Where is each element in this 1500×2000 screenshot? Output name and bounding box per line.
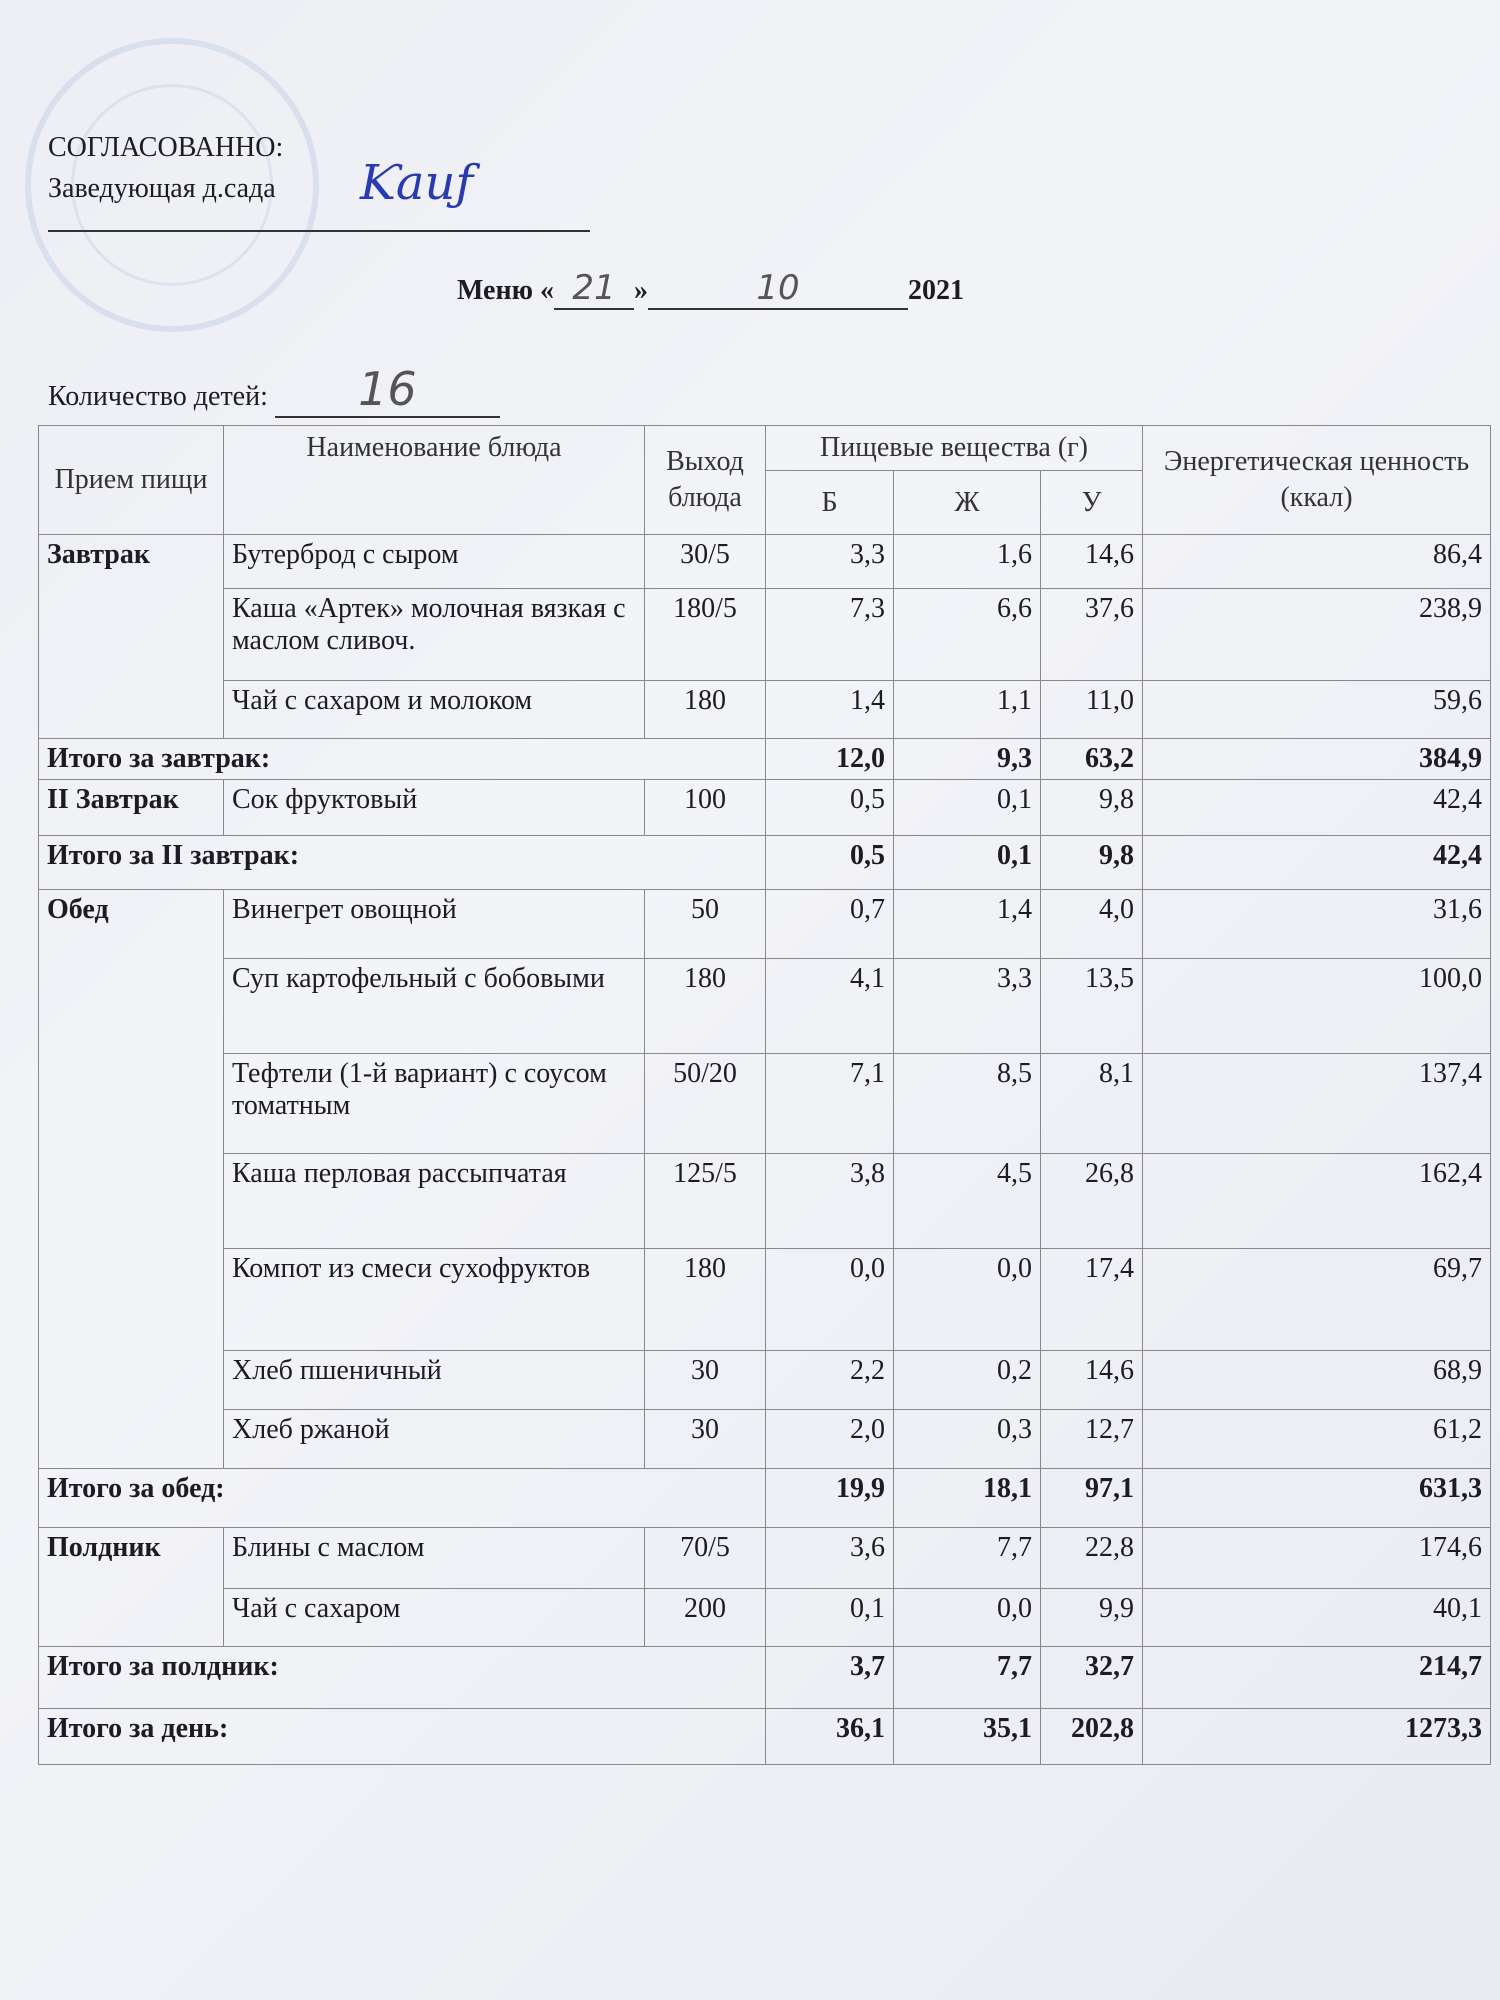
energy-value: 42,4: [1143, 836, 1491, 890]
fat-value: 0,0: [894, 1249, 1041, 1351]
carbs-value: 22,8: [1041, 1528, 1143, 1589]
fat-value: 0,1: [894, 780, 1041, 836]
meal-name: Обед: [39, 890, 224, 1469]
dish-name: Тефтели (1-й вариант) с соусом томатным: [224, 1054, 645, 1154]
dish-yield: 180: [645, 681, 766, 739]
menu-title: [457, 268, 964, 310]
signature: Ƙauƒ: [360, 155, 474, 211]
fat-value: 9,3: [894, 739, 1041, 780]
energy-value: 238,9: [1143, 589, 1491, 681]
dish-yield: 100: [645, 780, 766, 836]
menu-month: 10: [756, 268, 800, 308]
dish-row: [39, 1589, 1491, 1647]
dish-row: [39, 589, 1491, 681]
protein-value: 3,6: [766, 1528, 894, 1589]
total-label: Итого за завтрак:: [39, 739, 766, 780]
energy-value: 174,6: [1143, 1528, 1491, 1589]
meal-name: Завтрак: [39, 535, 224, 739]
carbs-value: 14,6: [1041, 1351, 1143, 1410]
protein-value: 3,8: [766, 1154, 894, 1249]
meal-name: II Завтрак: [39, 780, 224, 836]
protein-value: 0,0: [766, 1249, 894, 1351]
carbs-value: 63,2: [1041, 739, 1143, 780]
protein-value: 3,7: [766, 1647, 894, 1709]
fat-value: 7,7: [894, 1528, 1041, 1589]
energy-value: 40,1: [1143, 1589, 1491, 1647]
dish-yield: 30/5: [645, 535, 766, 589]
header-carbs: У: [1041, 471, 1143, 535]
carbs-value: 26,8: [1041, 1154, 1143, 1249]
carbs-value: 13,5: [1041, 959, 1143, 1054]
fat-value: 1,6: [894, 535, 1041, 589]
total-label: Итого за день:: [39, 1709, 766, 1765]
energy-value: 86,4: [1143, 535, 1491, 589]
dish-yield: 70/5: [645, 1528, 766, 1589]
meal-name: Полдник: [39, 1528, 224, 1647]
dish-name: Каша «Артек» молочная вязкая с маслом сливоч.: [224, 589, 645, 681]
dish-name: Суп картофельный с бобовыми: [224, 959, 645, 1054]
header-dish: Наименование блюда: [224, 426, 645, 535]
fat-value: 1,1: [894, 681, 1041, 739]
energy-value: 68,9: [1143, 1351, 1491, 1410]
approved-label: СОГЛАСОВАННО:: [48, 132, 284, 163]
total-label: Итого за обед:: [39, 1469, 766, 1528]
dish-name: Чай с сахаром: [224, 1589, 645, 1647]
protein-value: 1,4: [766, 681, 894, 739]
dish-name: Чай с сахаром и молоком: [224, 681, 645, 739]
dish-row: [39, 1410, 1491, 1469]
protein-value: 2,0: [766, 1410, 894, 1469]
protein-value: 2,2: [766, 1351, 894, 1410]
carbs-value: 12,7: [1041, 1410, 1143, 1469]
dish-name: Компот из смеси сухофруктов: [224, 1249, 645, 1351]
carbs-value: 17,4: [1041, 1249, 1143, 1351]
dish-row: [39, 1249, 1491, 1351]
menu-quote: »: [634, 275, 649, 306]
protein-value: 0,1: [766, 1589, 894, 1647]
children-count-row: [48, 362, 500, 418]
total-label: Итого за II завтрак:: [39, 836, 766, 890]
energy-value: 1273,3: [1143, 1709, 1491, 1765]
dish-row: [39, 535, 1491, 589]
protein-value: 7,3: [766, 589, 894, 681]
dish-row: [39, 1351, 1491, 1410]
protein-value: 0,5: [766, 836, 894, 890]
fat-value: 0,2: [894, 1351, 1041, 1410]
carbs-value: 14,6: [1041, 535, 1143, 589]
carbs-value: 11,0: [1041, 681, 1143, 739]
fat-value: 0,3: [894, 1410, 1041, 1469]
header-meal: Прием пищи: [39, 426, 224, 535]
energy-value: 69,7: [1143, 1249, 1491, 1351]
dish-yield: 30: [645, 1410, 766, 1469]
header-energy: Энергетическая ценность (ккал): [1143, 426, 1491, 535]
fat-value: 7,7: [894, 1647, 1041, 1709]
dish-name: Хлеб пшеничный: [224, 1351, 645, 1410]
energy-value: 59,6: [1143, 681, 1491, 739]
dish-yield: 200: [645, 1589, 766, 1647]
energy-value: 384,9: [1143, 739, 1491, 780]
protein-value: 36,1: [766, 1709, 894, 1765]
dish-yield: 180/5: [645, 589, 766, 681]
total-row: [39, 1469, 1491, 1528]
dish-name: Сок фруктовый: [224, 780, 645, 836]
position-label: Заведующая д.сада: [48, 173, 276, 204]
protein-value: 4,1: [766, 959, 894, 1054]
signature-line: [48, 230, 590, 232]
protein-value: 12,0: [766, 739, 894, 780]
menu-year: 2021: [908, 275, 965, 306]
children-label: Количество детей:: [48, 381, 268, 412]
carbs-value: 8,1: [1041, 1054, 1143, 1154]
energy-value: 100,0: [1143, 959, 1491, 1054]
fat-value: 35,1: [894, 1709, 1041, 1765]
dish-name: Винегрет овощной: [224, 890, 645, 959]
menu-day: 21: [572, 268, 616, 308]
dish-yield: 180: [645, 1249, 766, 1351]
carbs-value: 4,0: [1041, 890, 1143, 959]
dish-yield: 30: [645, 1351, 766, 1410]
protein-value: 3,3: [766, 535, 894, 589]
dish-yield: 125/5: [645, 1154, 766, 1249]
dish-row: [39, 681, 1491, 739]
total-row: [39, 836, 1491, 890]
dish-name: Каша перловая рассыпчатая: [224, 1154, 645, 1249]
energy-value: 214,7: [1143, 1647, 1491, 1709]
fat-value: 4,5: [894, 1154, 1041, 1249]
menu-label: Меню «: [457, 275, 555, 306]
header-yield: Выход блюда: [645, 426, 766, 535]
protein-value: 19,9: [766, 1469, 894, 1528]
dish-row: [39, 780, 1491, 836]
dish-yield: 180: [645, 959, 766, 1054]
carbs-value: 202,8: [1041, 1709, 1143, 1765]
dish-row: [39, 1054, 1491, 1154]
fat-value: 0,1: [894, 836, 1041, 890]
energy-value: 31,6: [1143, 890, 1491, 959]
fat-value: 8,5: [894, 1054, 1041, 1154]
total-row: [39, 739, 1491, 780]
energy-value: 61,2: [1143, 1410, 1491, 1469]
total-label: Итого за полдник:: [39, 1647, 766, 1709]
dish-yield: 50/20: [645, 1054, 766, 1154]
dish-yield: 50: [645, 890, 766, 959]
header-fat: Ж: [894, 471, 1041, 535]
dish-name: Блины с маслом: [224, 1528, 645, 1589]
energy-value: 631,3: [1143, 1469, 1491, 1528]
protein-value: 0,5: [766, 780, 894, 836]
total-row: [39, 1709, 1491, 1765]
carbs-value: 9,9: [1041, 1589, 1143, 1647]
fat-value: 0,0: [894, 1589, 1041, 1647]
header-protein: Б: [766, 471, 894, 535]
protein-value: 0,7: [766, 890, 894, 959]
children-count: 16: [358, 362, 417, 416]
carbs-value: 32,7: [1041, 1647, 1143, 1709]
dish-row: [39, 1528, 1491, 1589]
dish-row: [39, 1154, 1491, 1249]
total-row: [39, 1647, 1491, 1709]
dish-name: Хлеб ржаной: [224, 1410, 645, 1469]
energy-value: 137,4: [1143, 1054, 1491, 1154]
fat-value: 3,3: [894, 959, 1041, 1054]
dish-row: [39, 890, 1491, 959]
energy-value: 162,4: [1143, 1154, 1491, 1249]
fat-value: 1,4: [894, 890, 1041, 959]
carbs-value: 37,6: [1041, 589, 1143, 681]
dish-row: [39, 959, 1491, 1054]
fat-value: 18,1: [894, 1469, 1041, 1528]
carbs-value: 97,1: [1041, 1469, 1143, 1528]
menu-table: [38, 425, 1491, 1765]
header-nutrients: Пищевые вещества (г): [766, 426, 1143, 471]
carbs-value: 9,8: [1041, 780, 1143, 836]
fat-value: 6,6: [894, 589, 1041, 681]
dish-name: Бутерброд с сыром: [224, 535, 645, 589]
protein-value: 7,1: [766, 1054, 894, 1154]
carbs-value: 9,8: [1041, 836, 1143, 890]
energy-value: 42,4: [1143, 780, 1491, 836]
